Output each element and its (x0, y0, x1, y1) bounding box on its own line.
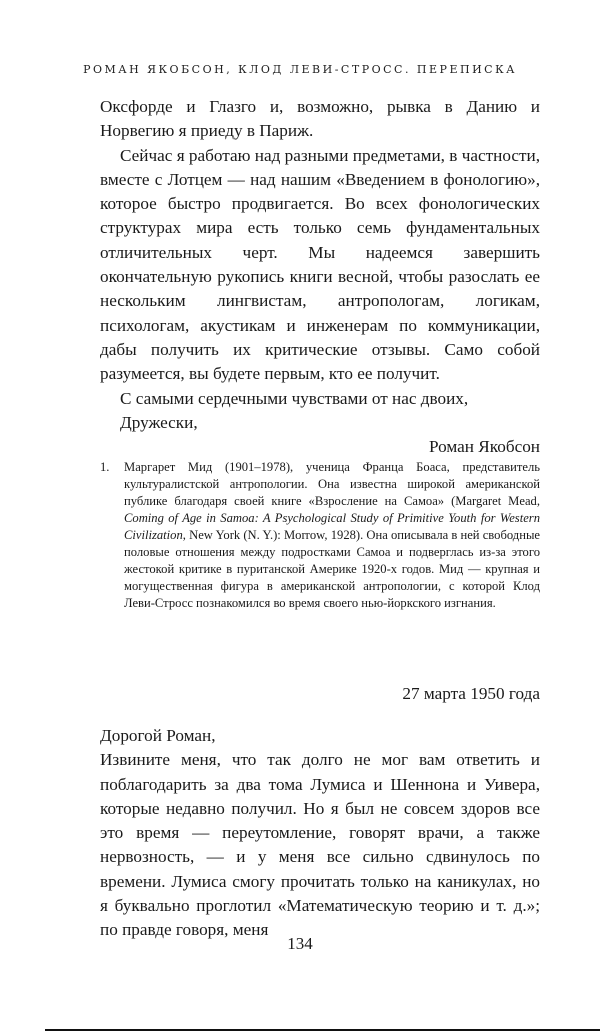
letter-signature: Роман Якобсон (429, 437, 540, 457)
page-number: 134 (287, 934, 313, 953)
second-letter (100, 724, 540, 943)
footnote-number: 1. (100, 460, 110, 474)
letter-date: 27 марта 1950 года (402, 684, 540, 703)
footnote (100, 459, 540, 612)
letter-paragraph: Сейчас я работаю над разными предметами, в частности, вместе с Лотцем — над нашим «Введением в фонологию», которое быстро продвигается. Во всех фонологических структурах мира есть только семь фундаментальных отличительных черт. Мы надеемся завершить окончательную рукопись книги весной, чтобы разослать ее нескольким лингвистам, антропологам, логикам, психологам, акустикам и инженерам по коммуникации, дабы получить их критические отзывы. Само собой разумеется, вы будете первым, кто ее получит. (100, 145, 540, 384)
footnote-text-b: , New York (N. Y.): Morrow, 1928). Она описывала в ней свободные половые отношения между подростками Самоа и подверглась из-за этого жестокой критике в пуританской Америке 1920-х годов. Мид — крупная и могущественная фигура в американской антропологии, с которой Клод Леви-Стросс познакомился во время своего нью-йоркского изгнания. (124, 528, 540, 610)
footnote-text-a: Маргарет Мид (1901–1978), ученица Франца Боаса, представитель культуралистской антропологии. Она известна широкой американской публике благодаря своей книге «Взросление на Самоа» (Margaret Mead, (124, 460, 540, 508)
running-head: РОМАН ЯКОБСОН, КЛОД ЛЕВИ-СТРОСС. ПЕРЕПИСКА (83, 63, 517, 76)
letter-continuation (100, 95, 540, 459)
footnote-book-title: Coming of Age in Samoa: A Psychological Study of Primitive Youth for Western Civilization (124, 511, 540, 542)
footnote-text (124, 459, 540, 612)
continuation-text: Оксфорде и Глазго и, возможно, рывка в Данию и Норвегию я приеду в Париж. (100, 97, 540, 141)
letter-closing: С самыми сердечными чувствами от нас двоих, (120, 388, 469, 408)
footnote-block (100, 459, 540, 612)
letter-valediction: Дружески, (120, 412, 198, 432)
bottom-rule (45, 1029, 600, 1031)
letter-salutation: Дорогой Роман, (100, 726, 216, 745)
letter-body: Извините меня, что так долго не мог вам ответить и поблагодарить за два тома Лумиса и Шеннона и Уивера, которые недавно получил. Но я был не совсем здоров все это время — переутомление, говорят врачи, а также нервозность, — и у меня все сильно сдвинулось по времени. Лумиса смогу прочитать только на каникулах, но я буквально проглотил «Математическую теорию и т. д.»; по правде говоря, меня (100, 750, 540, 940)
